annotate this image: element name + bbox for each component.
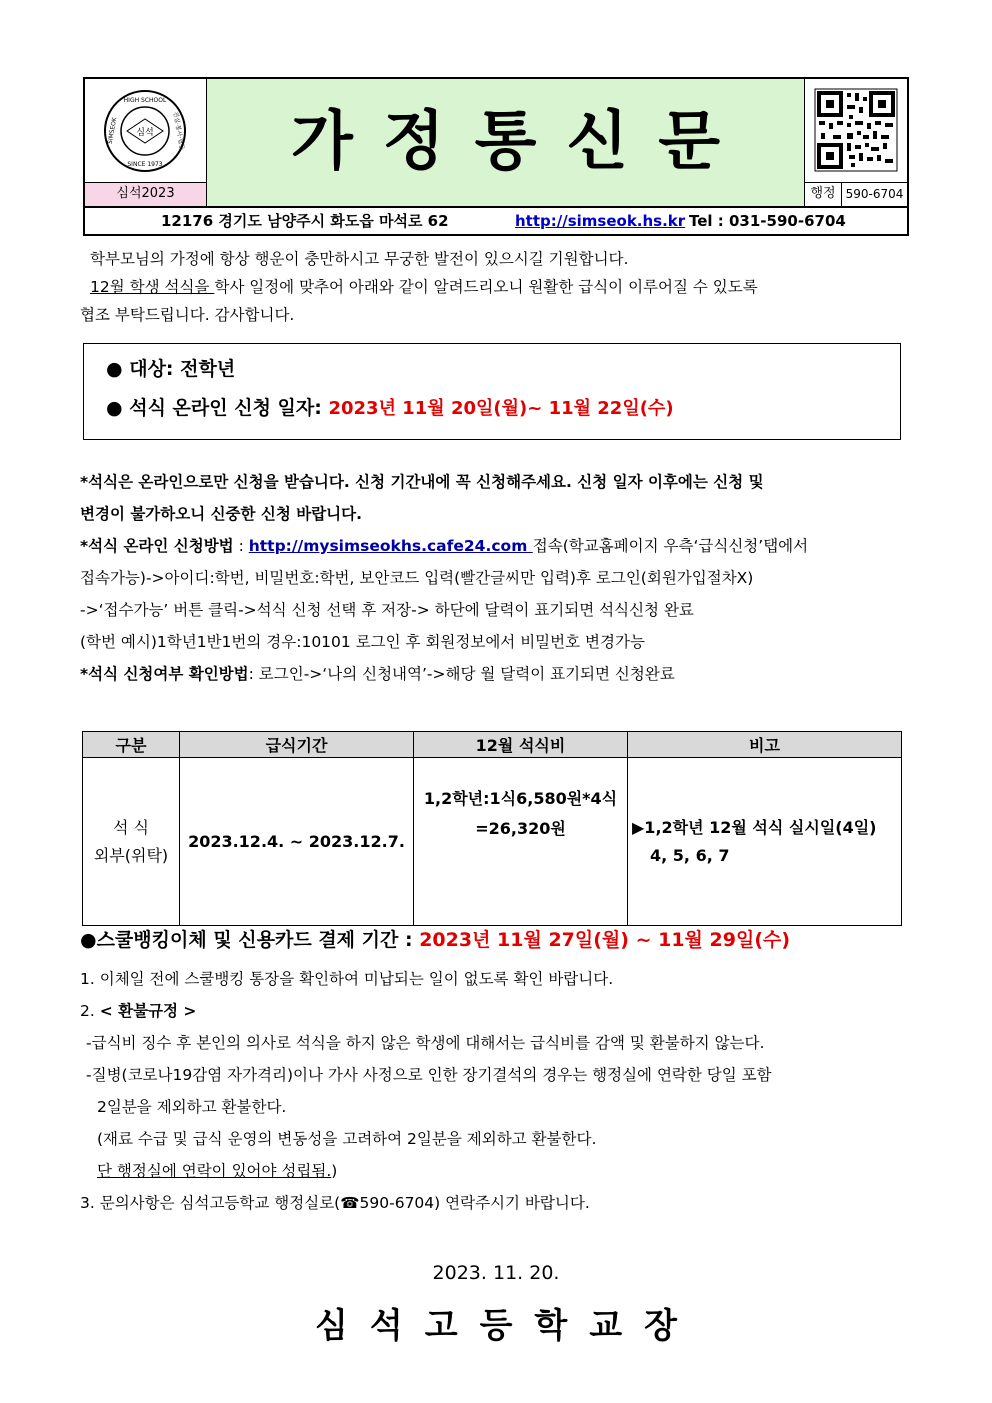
refund-policy-title: < 환불규정 > [99, 1002, 197, 1020]
application-period-date: 2023년 11월 20일(월)~ 11월 22일(수) [328, 398, 674, 419]
table-header-row [83, 732, 902, 758]
note-line-2: 4, 5, 6, 7 [650, 845, 730, 865]
fee-line-2: =26,320원 [475, 819, 566, 838]
target-item-2 [106, 393, 674, 420]
cell-category [83, 758, 180, 926]
payment-dates: 2023년 11월 27일(월) ~ 11월 29일(수) [419, 929, 791, 951]
refund-rule-2b: 2일분을 제외하고 환불한다. [97, 1098, 287, 1116]
method-separator: : [233, 537, 249, 555]
logo-bottom-text: SINCE 1973 [127, 161, 163, 168]
payment-item-3 [80, 1187, 910, 1219]
document-tag: 심석2023 [85, 182, 207, 206]
intro-line-1: 학부모님의 가정에 항상 행운이 충만하시고 무궁한 발전이 있으시길 기원합니다. [90, 250, 629, 268]
intro-line-2-rest: 학사 일정에 맞추어 아래와 같이 알려드리오니 원활한 급식이 이루어질 수 있도록 [214, 278, 758, 296]
notice-section [80, 466, 910, 690]
fee-line-1: 1,2학년:1식6,580원*4식 [423, 789, 618, 808]
logo-inner-text: 심석 [136, 128, 154, 138]
category-line-1: 석 식 [113, 817, 149, 837]
item-2-prefix: 2. [80, 1002, 100, 1020]
item-3-end: ) 연락주시기 바랍니다. [434, 1194, 590, 1212]
school-website-link[interactable]: http://simseok.hs.kr [515, 212, 686, 230]
school-logo-cell [85, 79, 207, 182]
title-cell [207, 79, 805, 206]
payment-item-2 [80, 995, 910, 1027]
bullet-icon: ● [106, 397, 123, 419]
page-title: 가정통신문 [290, 105, 751, 179]
school-emblem-icon [85, 79, 205, 180]
cafe-link[interactable]: http://mysimseokhs.cafe24.com [248, 537, 533, 555]
logo-top-text: HIGH SCHOOL [123, 97, 167, 104]
table-row [83, 758, 902, 926]
logo-left-text: SIMSEOK [106, 116, 119, 145]
check-rest: : 로그인->‘나의 신청내역’->해당 월 달력이 표기되면 신청완료 [248, 665, 675, 683]
payment-item-1: 1. 이체일 전에 스쿨뱅킹 통장을 확인하여 미납되는 일이 없도록 확인 바랍니다. [80, 970, 614, 988]
refund-rule-2a: -질병(코로나19감염 자가격리)이나 가사 사정으로 인한 장기결석의 경우는 행정실에 연락한 당일 포함 [86, 1066, 772, 1084]
letterhead [83, 77, 909, 236]
payment-details [80, 963, 910, 1219]
inquiry-phone: ☎590-6704 [340, 1194, 435, 1212]
col-header-note: 비고 [628, 732, 902, 758]
application-period-label: 석식 온라인 신청 일자: [129, 397, 322, 419]
payment-label: ●스쿨뱅킹이체 및 신용카드 결제 기간 : [80, 929, 420, 951]
qr-code[interactable] [805, 79, 907, 182]
method-label: *석식 온라인 신청방법 [80, 537, 234, 555]
refund-rule-1: -급식비 징수 후 본인의 의사로 석식을 하지 않은 학생에 대해서는 급식비를 감액 및 환불하지 않는다. [86, 1034, 765, 1052]
intro-paragraph [80, 245, 890, 329]
bullet-icon: ● [106, 358, 123, 380]
col-header-fee: 12월 석식비 [414, 732, 628, 758]
notice-line-1: *석식은 온라인으로만 신청을 받습니다. 신청 기간내에 꼭 신청해주세요. 신청 일자 이후에는 신청 및 [80, 473, 764, 491]
target-audience: 대상: 전학년 [129, 358, 236, 380]
notice-line-2: 변경이 불가하오니 신중한 신청 바랍니다. [80, 505, 363, 523]
notice-line-6: (학번 예시)1학년1반1번의 경우:10101 로그인 후 회원정보에서 비밀번호 변경가능 [80, 633, 645, 651]
notice-check-line [80, 658, 910, 690]
refund-rule-3: (재료 수급 및 급식 운영의 변동성을 고려하여 2일분을 제외하고 환불한다. [97, 1130, 597, 1148]
principal-signature: 심석고등학교장 [315, 1306, 699, 1346]
check-label: *석식 신청여부 확인방법 [80, 665, 249, 683]
intro-line-3: 협조 부탁드립니다. 감사합니다. [80, 306, 295, 324]
method-rest: 접속(학교홈페이지 우측‘급식신청’탭에서 [532, 537, 809, 555]
refund-rule-4 [80, 1155, 910, 1187]
address-row [85, 206, 907, 234]
notice-line-4: 접속가능)->아이디:학번, 비밀번호:학번, 보안코드 입력(빨간글씨만 입력)후 로그인(회원가입절차X) [80, 569, 754, 587]
issue-date: 2023. 11. 20. [432, 1262, 560, 1284]
category-line-2: 외부(위탁) [93, 845, 169, 865]
logo-right-text: 진실·봉사·협동 [171, 111, 186, 151]
intro-line-2 [90, 273, 890, 301]
qr-code-icon [805, 79, 907, 182]
notice-method-line [80, 530, 910, 562]
meal-table [82, 731, 902, 926]
school-telephone: Tel : 031-590-6704 [689, 212, 846, 230]
col-header-category: 구분 [83, 732, 180, 758]
cell-period: 2023.12.4. ~ 2023.12.7. [180, 758, 414, 926]
office-label: 행정 [805, 182, 842, 206]
notice-line-5: ->‘접수가능’ 버튼 클릭->석식 신청 선택 후 저장-> 하단에 달력이 표기되면 석식신청 완료 [80, 601, 694, 619]
item-3-prefix: 3. 문의사항은 심석고등학교 행정실로( [80, 1194, 341, 1212]
target-info-box [83, 343, 901, 440]
payment-heading [80, 925, 790, 952]
refund-rule-4-end: ) [331, 1162, 338, 1180]
target-item-1 [106, 354, 235, 381]
refund-condition: 단 행정실에 연락이 있어야 성립됨. [97, 1162, 332, 1180]
intro-underlined-phrase: 12월 학생 석식을 [90, 278, 215, 296]
school-address: 12176 경기도 남양주시 화도읍 마석로 62 [161, 212, 449, 230]
cell-fee [414, 758, 628, 926]
note-line-1: ▶1,2학년 12월 석식 실시일(4일) [632, 817, 877, 837]
cell-note [628, 758, 902, 926]
col-header-period: 급식기간 [180, 732, 414, 758]
office-phone: 590-6704 [842, 182, 907, 206]
